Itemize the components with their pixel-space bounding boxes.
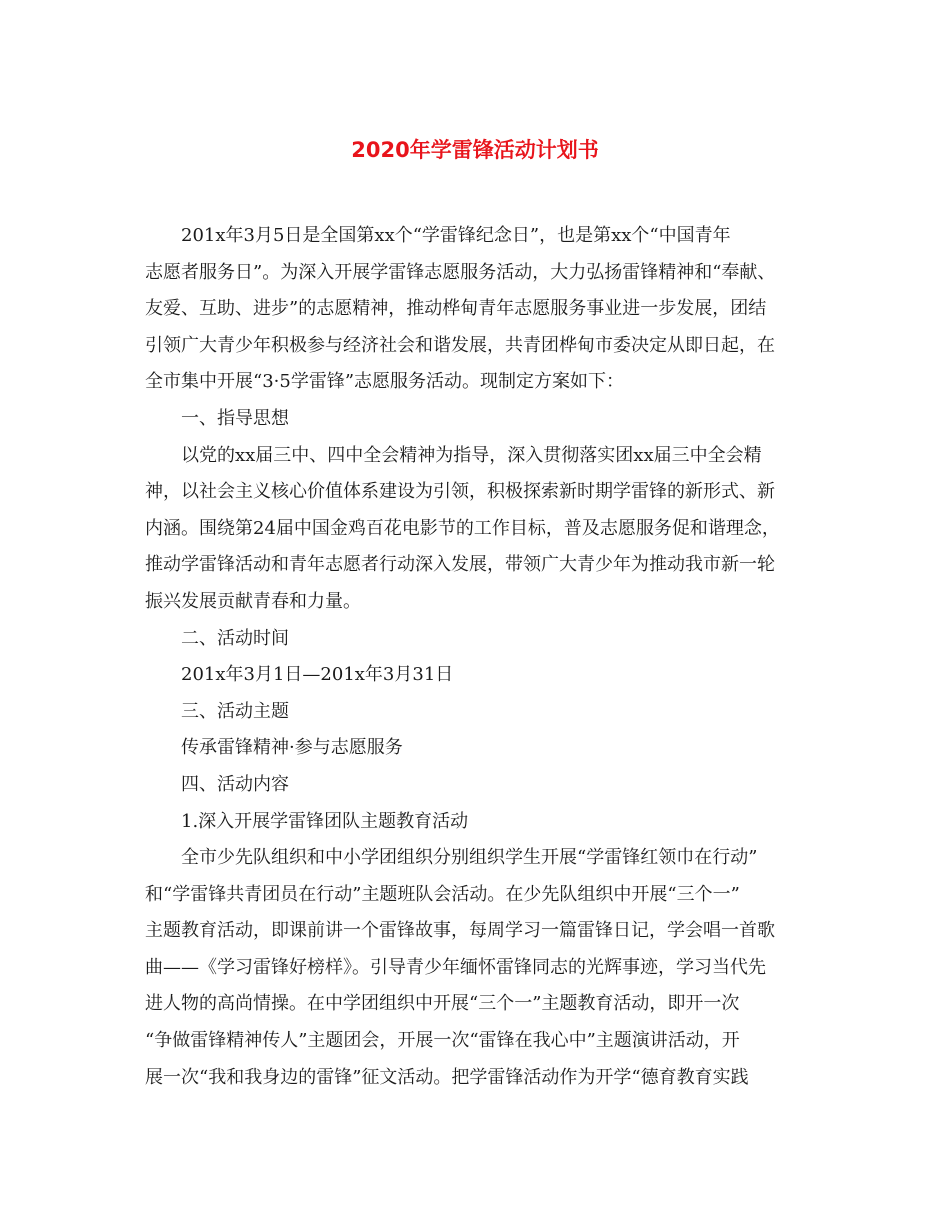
document-line: 201x年3月1日—201x年3月31日 (181, 664, 454, 686)
document-line: 三、活动主题 (181, 700, 289, 722)
document-line: 以党的xx届三中、四中全会精神为指导，深入贯彻落实团xx届三中全会精 (181, 444, 762, 466)
document-line: 全市少先队组织和中小学团组织分别组织学生开展“学雷锋红领巾在行动” (181, 847, 758, 869)
document-line: 传承雷锋精神·参与志愿服务 (181, 737, 403, 759)
document-line: 201x年3月5日是全国第xx个“学雷锋纪念日”，也是第xx个“中国青年 (181, 225, 731, 246)
document-line: 曲——《学习雷锋好榜样》。引导青少年缅怀雷锋同志的光辉事迹，学习当代先 (145, 956, 766, 978)
document-line: 内涵。围绕第24届中国金鸡百花电影节的工作目标，普及志愿服务促和谐理念， (145, 517, 780, 539)
document-line: 推动学雷锋活动和青年志愿者行动深入发展，带领广大青少年为推动我市新一轮 (145, 554, 775, 576)
document-line: 神，以社会主义核心价值体系建设为引领，积极探索新时期学雷锋的新形式、新 (145, 481, 775, 503)
document-line: 二、活动时间 (181, 627, 289, 649)
document-line: 一、指导思想 (181, 407, 289, 429)
document-title: 2020年学雷锋活动计划书 (351, 138, 599, 162)
document-line: 1.深入开展学雷锋团队主题教育活动 (181, 810, 469, 832)
document-line: 主题教育活动，即课前讲一个雷锋故事，每周学习一篇雷锋日记，学会唱一首歌 (145, 920, 775, 942)
document-line: 展一次“我和我身边的雷锋”征文活动。把学雷锋活动作为开学“德育教育实践 (145, 1066, 749, 1088)
document-line: 四、活动内容 (181, 773, 289, 795)
document-body (145, 218, 805, 1096)
document-line: 志愿者服务日”。为深入开展学雷锋志愿服务活动，大力弘扬雷锋精神和“奉献、 (145, 261, 776, 283)
document-line: 和“学雷锋共青团员在行动”主题班队会活动。在少先队组织中开展“三个一” (145, 883, 740, 905)
document-line: “争做雷锋精神传人”主题团会，开展一次“雷锋在我心中”主题演讲活动，开 (145, 1030, 740, 1052)
document-line: 进人物的高尚情操。在中学团组织中开展“三个一”主题教育活动，即开一次 (145, 993, 740, 1015)
document-line: 引领广大青少年积极参与经济社会和谐发展，共青团桦甸市委决定从即日起，在 (145, 334, 775, 356)
document-line: 友爱、互助、进步”的志愿精神，推动桦甸青年志愿服务事业进一步发展，团结 (145, 298, 767, 320)
document-line: 振兴发展贡献青春和力量。 (145, 590, 361, 612)
document-line: 全市集中开展“3·5学雷锋”志愿服务活动。现制定方案如下： (145, 371, 625, 393)
